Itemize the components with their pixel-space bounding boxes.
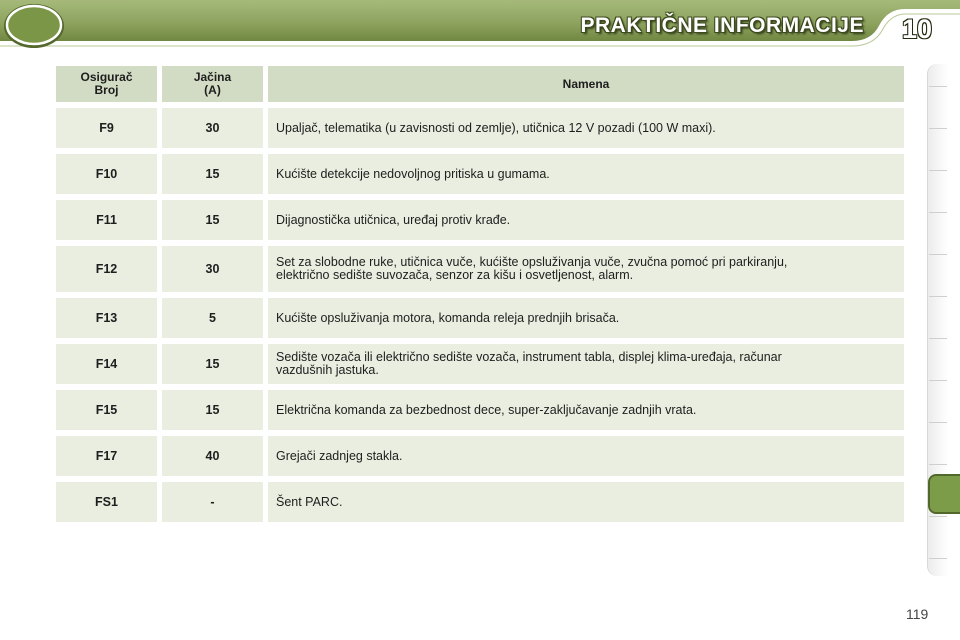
amperage-cell: 30 bbox=[162, 108, 268, 154]
header-amperage-line1: Jačina bbox=[193, 70, 232, 84]
amperage-cell: - bbox=[162, 482, 268, 528]
table-row bbox=[56, 482, 904, 528]
tab-divider bbox=[929, 212, 947, 213]
amperage-cell: 40 bbox=[162, 436, 268, 482]
fuse-cell: F10 bbox=[56, 154, 162, 200]
tab-divider bbox=[929, 128, 947, 129]
usage-line: Dijagnostička utičnica, uređaj protiv krađe. bbox=[276, 212, 511, 227]
amperage-cell: 15 bbox=[162, 154, 268, 200]
tab-divider bbox=[929, 86, 947, 87]
usage-cell bbox=[268, 390, 904, 436]
usage-cell bbox=[268, 436, 904, 482]
tab-divider bbox=[929, 338, 947, 339]
usage-cell bbox=[268, 154, 904, 200]
amperage-cell: 5 bbox=[162, 298, 268, 344]
usage-line: Grejači zadnjeg stakla. bbox=[276, 448, 403, 463]
tab-divider bbox=[929, 516, 947, 517]
header-fuse-line1: Osigurač bbox=[80, 70, 133, 84]
table-row bbox=[56, 200, 904, 246]
fuse-table bbox=[56, 66, 904, 528]
fuse-cell: F12 bbox=[56, 246, 162, 298]
usage-cell bbox=[268, 298, 904, 344]
tab-divider bbox=[929, 558, 947, 559]
table-row bbox=[56, 246, 904, 298]
page-title: PRAKTIČNE INFORMACIJE bbox=[580, 14, 864, 37]
usage-line: Električna komanda za bezbednost dece, super-zaključavanje zadnjih vrata. bbox=[276, 402, 697, 417]
fuse-cell: FS1 bbox=[56, 482, 162, 528]
fuse-cell: F15 bbox=[56, 390, 162, 436]
chapter-number: 10 bbox=[901, 14, 933, 44]
tab-divider bbox=[929, 254, 947, 255]
table-row bbox=[56, 154, 904, 200]
amperage-cell: 15 bbox=[162, 390, 268, 436]
usage-line: električno sedište suvozača, senzor za kišu i osvetljenost, alarm. bbox=[276, 268, 634, 282]
fuse-cell: F14 bbox=[56, 344, 162, 390]
header-fuse-number bbox=[56, 66, 162, 108]
amperage-cell: 15 bbox=[162, 200, 268, 246]
tab-divider bbox=[929, 464, 947, 465]
usage-cell bbox=[268, 108, 904, 154]
usage-cell bbox=[268, 344, 904, 390]
table-header-row bbox=[56, 66, 904, 108]
amperage-cell: 30 bbox=[162, 246, 268, 298]
usage-line: Kućište detekcije nedovoljnog pritiska u gumama. bbox=[276, 166, 550, 181]
usage-cell bbox=[268, 482, 904, 528]
header-amperage bbox=[162, 66, 268, 108]
fuse-cell: F17 bbox=[56, 436, 162, 482]
table-row bbox=[56, 298, 904, 344]
usage-cell bbox=[268, 200, 904, 246]
tab-divider bbox=[929, 296, 947, 297]
usage-line: Upaljač, telematika (u zavisnosti od zemlje), utičnica 12 V pozadi (100 W maxi). bbox=[276, 120, 716, 135]
table-row bbox=[56, 344, 904, 390]
fuse-cell: F13 bbox=[56, 298, 162, 344]
active-chapter-tab[interactable] bbox=[928, 474, 960, 514]
usage-line: Sedište vozača ili električno sedište vozača, instrument tabla, displej klima-uređaja, računar bbox=[276, 350, 782, 364]
usage-line: Kućište opsluživanja motora, komanda releja prednjih brisača. bbox=[276, 310, 620, 325]
table-row bbox=[56, 436, 904, 482]
chapter-badge-icon bbox=[0, 0, 70, 52]
amperage-cell: 15 bbox=[162, 344, 268, 390]
fuse-cell: F11 bbox=[56, 200, 162, 246]
usage-line: Set za slobodne ruke, utičnica vuče, kućište opsluživanja vuče, zvučna pomoć pri parkiranju, bbox=[276, 255, 788, 269]
header-fuse-line2: Broj bbox=[94, 83, 119, 97]
header-usage: Namena bbox=[268, 66, 904, 108]
usage-line: vazdušnih jastuka. bbox=[276, 363, 379, 377]
header-amperage-line2: (A) bbox=[204, 83, 221, 97]
tab-divider bbox=[929, 422, 947, 423]
table-row bbox=[56, 108, 904, 154]
page-number: 119 bbox=[906, 606, 929, 622]
chapter-header bbox=[0, 0, 960, 52]
fuse-cell: F9 bbox=[56, 108, 162, 154]
tab-divider bbox=[929, 380, 947, 381]
usage-cell bbox=[268, 246, 904, 298]
table-row bbox=[56, 390, 904, 436]
tab-divider bbox=[929, 170, 947, 171]
usage-line: Šent PARC. bbox=[276, 494, 343, 509]
